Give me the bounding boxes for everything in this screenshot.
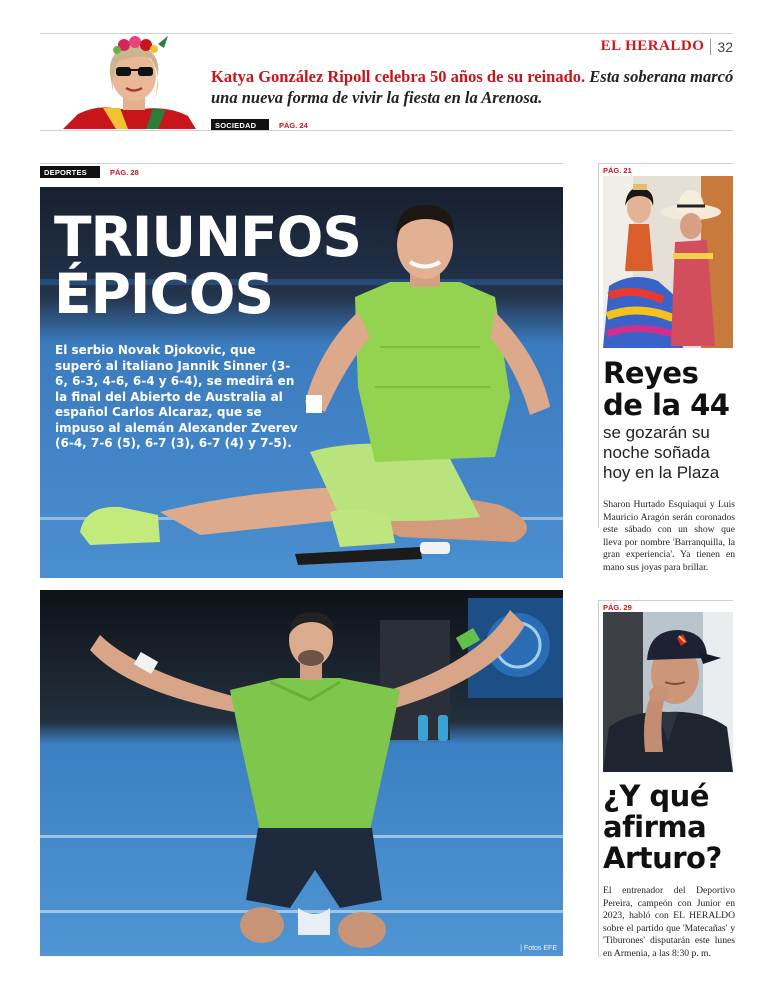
teaser-headline-rest: Esta soberana marcó una nueva forma de vivir la fiesta en la Arenosa. bbox=[211, 67, 734, 107]
main-page-ref: PÁG. 28 bbox=[110, 167, 139, 177]
sidebar-top-rule bbox=[598, 163, 733, 164]
brand-logo: EL HERALDO bbox=[600, 38, 705, 54]
alcaraz-photo bbox=[40, 187, 563, 578]
masthead-divider bbox=[710, 39, 711, 55]
story1-subhead: se gozarán su noche soñada hoy en la Plaza bbox=[603, 423, 720, 482]
story2-body: El entrenador del Deportivo Pereira, campeón con Junior en 2023, habló con EL HERALDO sobre el partido que 'Matecañas' y 'Tiburones' disputarán este lunes en Armenia, a las 8:30 p. m. bbox=[603, 885, 735, 959]
page-number: 32 bbox=[717, 38, 733, 55]
main-headline[interactable]: TRIUNFOS ÉPICOS bbox=[54, 205, 361, 326]
teaser-photo bbox=[58, 34, 198, 129]
story1-page-ref: PÁG. 21 bbox=[603, 166, 632, 175]
djokovic-photo bbox=[40, 590, 563, 956]
story2-headline[interactable]: ¿Y qué afirma Arturo? bbox=[603, 779, 722, 875]
teaser-rule bbox=[40, 130, 733, 131]
main-meta bbox=[40, 166, 139, 178]
sidebar-mid-rule bbox=[598, 600, 733, 601]
story1-body: Sharon Hurtado Esquiaqui y Luis Mauricio Aragón serán coronados este sábado con un show que lleva por nombre 'Barranquilla, la gran experiencia'. Ya tienen en mano sus joyas para brillar. bbox=[603, 499, 735, 573]
teaser-headline[interactable] bbox=[211, 66, 736, 108]
sidebar-divider-2 bbox=[598, 600, 599, 958]
sidebar-divider-1 bbox=[598, 163, 599, 528]
story2-page-ref: PÁG. 29 bbox=[603, 603, 632, 612]
arturo-photo bbox=[603, 612, 733, 772]
teaser-page-ref: PÁG. 24 bbox=[279, 120, 308, 130]
main-body: El serbio Novak Djokovic, que superó al italiano Jannik Sinner (3-6, 6-3, 4-6, 6-4 y 6-4), se medirá en la final del Abierto de Australia al español Carlos Alcaraz, que se impuso al alemán Alexander Zverev (6-4, 7-6 (5), 6-7 (3), 6-7 (4) y 7-5). bbox=[55, 343, 298, 450]
reyes-photo bbox=[603, 176, 733, 348]
story1-headline[interactable]: Reyes de la 44 bbox=[603, 356, 730, 422]
masthead bbox=[601, 38, 733, 55]
photo-credit: | Fotos EFE bbox=[520, 945, 557, 952]
teaser-headline-lead: Katya González Ripoll celebra 50 años de su reinado. bbox=[211, 67, 586, 86]
main-section-tag: DEPORTES bbox=[40, 166, 100, 178]
teaser-section-tag: SOCIEDAD bbox=[211, 119, 269, 131]
main-rule bbox=[40, 163, 563, 164]
